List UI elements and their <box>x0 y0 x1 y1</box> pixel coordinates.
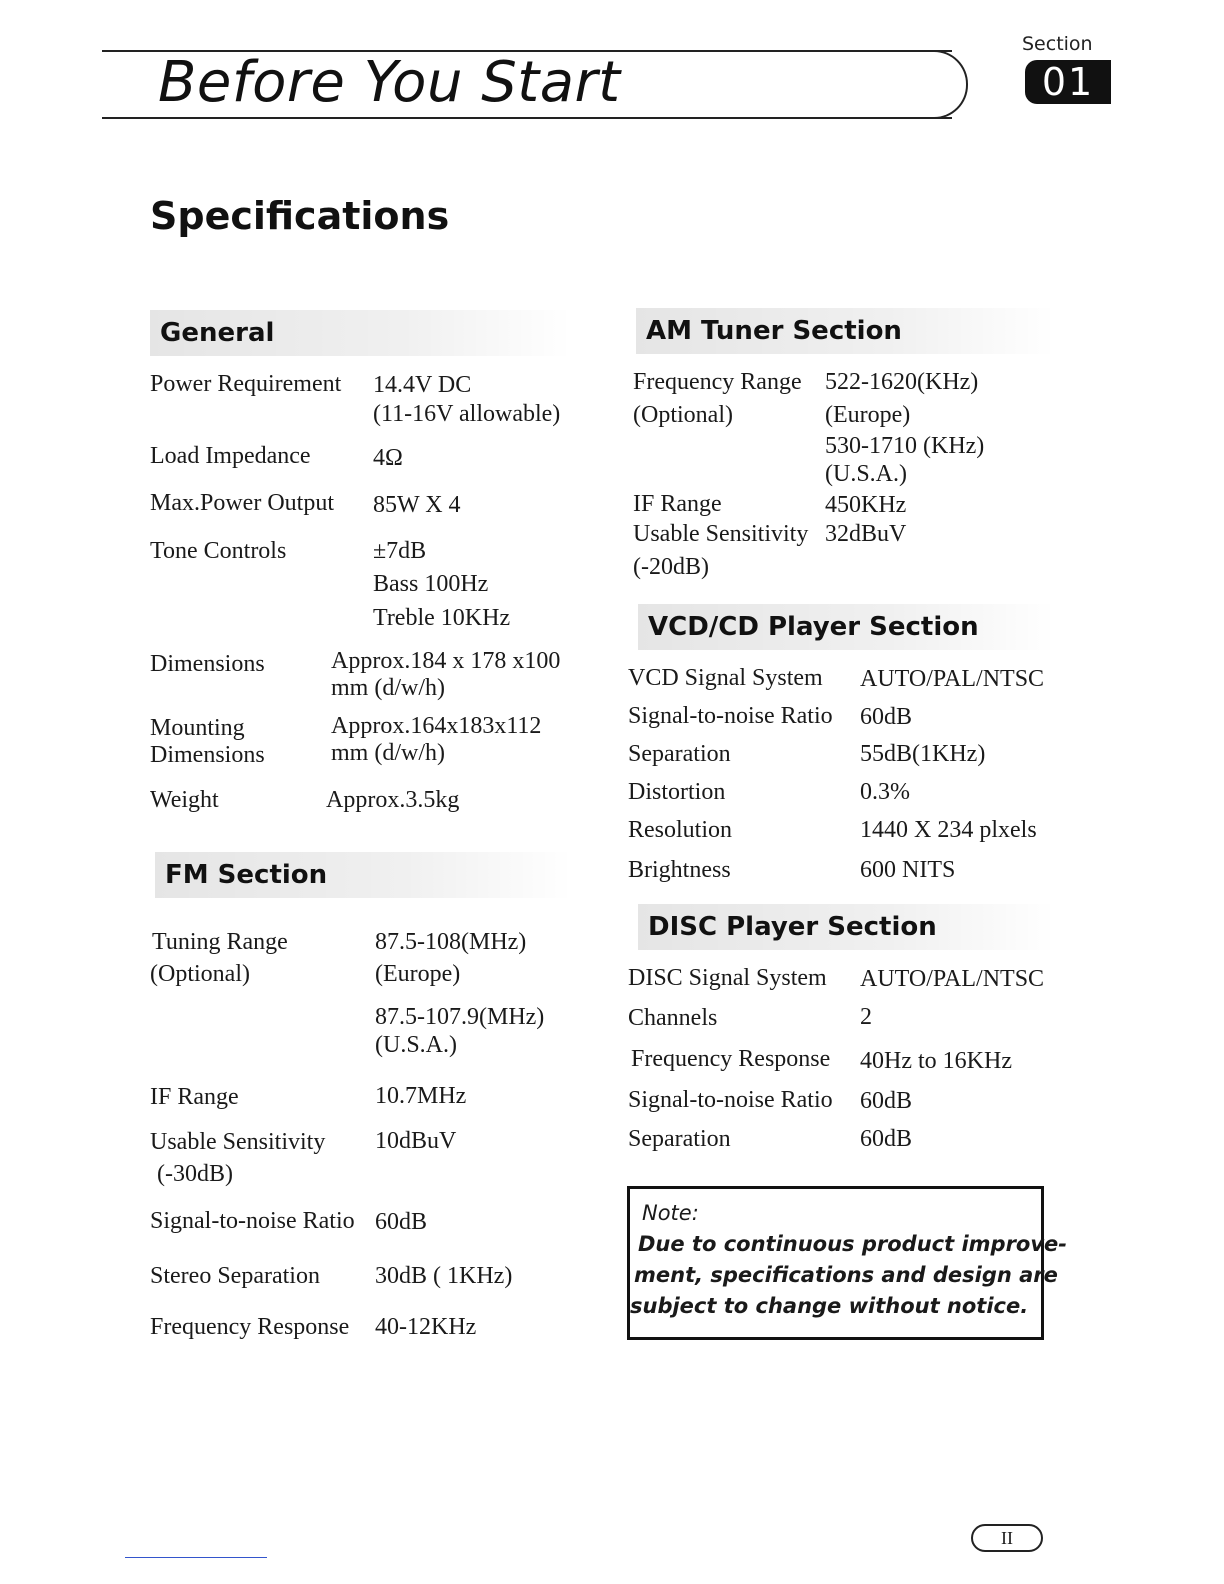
disc-heading: DISC Player Section <box>638 904 1056 950</box>
footer-rule <box>125 1557 267 1558</box>
spec-label: Weight <box>150 787 219 813</box>
spec-label: Dimensions <box>150 742 265 768</box>
spec-label: Load Impedance <box>150 443 311 469</box>
chapter-title: Before You Start <box>158 50 621 115</box>
spec-label: (Optional) <box>633 402 733 428</box>
header-rule-bottom <box>102 117 952 119</box>
spec-label: Resolution <box>628 817 733 843</box>
spec-label: Mounting <box>150 715 245 741</box>
spec-label: Frequency Range <box>633 369 802 395</box>
fm-heading: FM Section <box>155 852 573 898</box>
spec-value: 530-1710 (KHz) <box>825 433 985 459</box>
note-text: ment, specifications and design are <box>634 1263 1058 1287</box>
header-curve <box>900 50 968 119</box>
spec-label: Signal-to-noise Ratio <box>628 703 833 729</box>
spec-label: (Optional) <box>150 961 250 987</box>
spec-value: 30dB ( 1KHz) <box>375 1263 513 1289</box>
spec-value: 522-1620(KHz) <box>825 369 979 395</box>
page-title: Specifications <box>150 194 450 238</box>
spec-label: DISC Signal System <box>628 965 827 991</box>
spec-value: ±7dB <box>373 538 427 564</box>
am-heading: AM Tuner Section <box>636 308 1056 354</box>
note-label: Note: <box>642 1201 699 1225</box>
spec-value: Approx.164x183x112 <box>331 713 542 739</box>
spec-label: Distortion <box>628 779 726 805</box>
spec-label: Usable Sensitivity <box>633 521 809 547</box>
spec-label: Separation <box>628 1126 731 1152</box>
section-label: Section <box>1022 33 1093 55</box>
spec-value: 40-12KHz <box>375 1314 477 1340</box>
spec-value: 55dB(1KHz) <box>860 741 986 767</box>
spec-label: Channels <box>628 1005 718 1031</box>
spec-value: AUTO/PAL/NTSC <box>860 666 1045 692</box>
spec-value: 32dBuV <box>825 521 907 547</box>
spec-label: Frequency Response <box>631 1046 831 1072</box>
spec-label: Power Requirement <box>150 371 342 397</box>
spec-value: Bass 100Hz <box>373 571 489 597</box>
spec-value: 450KHz <box>825 492 907 518</box>
spec-value: 10.7MHz <box>375 1083 467 1109</box>
spec-label: Separation <box>628 741 731 767</box>
spec-value: (Europe) <box>825 402 911 428</box>
section-number-badge: 01 <box>1025 60 1111 104</box>
page-number: II <box>971 1524 1043 1552</box>
spec-label: Frequency Response <box>150 1314 350 1340</box>
spec-value: 40Hz to 16KHz <box>860 1048 1012 1074</box>
spec-value: 10dBuV <box>375 1128 457 1154</box>
spec-label: Dimensions <box>150 651 265 677</box>
spec-label: Tuning Range <box>152 929 288 955</box>
spec-value: 60dB <box>860 704 913 730</box>
spec-value: 60dB <box>860 1088 913 1114</box>
spec-label: VCD Signal System <box>628 665 823 691</box>
spec-label: Usable Sensitivity <box>150 1129 326 1155</box>
spec-value: (11-16V allowable) <box>373 401 561 427</box>
spec-value: Approx.3.5kg <box>326 787 460 813</box>
general-heading: General <box>150 310 572 356</box>
spec-label: (-30dB) <box>157 1161 233 1187</box>
spec-value: 2 <box>860 1004 872 1030</box>
spec-value: 85W X 4 <box>373 492 461 518</box>
spec-value: mm (d/w/h) <box>331 675 445 701</box>
spec-label: Signal-to-noise Ratio <box>628 1087 833 1113</box>
spec-value: (U.S.A.) <box>825 461 907 487</box>
spec-value: 60dB <box>860 1126 913 1152</box>
spec-value: (U.S.A.) <box>375 1032 457 1058</box>
spec-label: Signal-to-noise Ratio <box>150 1208 355 1234</box>
spec-value: mm (d/w/h) <box>331 740 445 766</box>
spec-value: 87.5-108(MHz) <box>375 929 527 955</box>
spec-label: Brightness <box>628 857 731 883</box>
spec-value: 60dB <box>375 1209 428 1235</box>
spec-value: AUTO/PAL/NTSC <box>860 966 1045 992</box>
spec-value: 600 NITS <box>860 857 956 883</box>
spec-value: 14.4V DC <box>373 372 472 398</box>
spec-label: IF Range <box>150 1084 239 1110</box>
spec-label: Tone Controls <box>150 538 287 564</box>
spec-label: IF Range <box>633 491 722 517</box>
spec-value: 0.3% <box>860 779 910 805</box>
spec-value: 87.5-107.9(MHz) <box>375 1004 545 1030</box>
vcd-heading: VCD/CD Player Section <box>638 604 1056 650</box>
spec-value: Treble 10KHz <box>373 605 511 631</box>
note-text: Due to continuous product improve- <box>638 1232 1068 1256</box>
note-text: subject to change without notice. <box>630 1294 1029 1318</box>
spec-label: (-20dB) <box>633 554 709 580</box>
spec-value: 1440 X 234 plxels <box>860 817 1037 843</box>
spec-label: Max.Power Output <box>150 490 334 516</box>
spec-label: Stereo Separation <box>150 1263 320 1289</box>
spec-value: 4Ω <box>373 445 403 471</box>
spec-value: Approx.184 x 178 x100 <box>331 648 561 674</box>
spec-value: (Europe) <box>375 961 461 987</box>
